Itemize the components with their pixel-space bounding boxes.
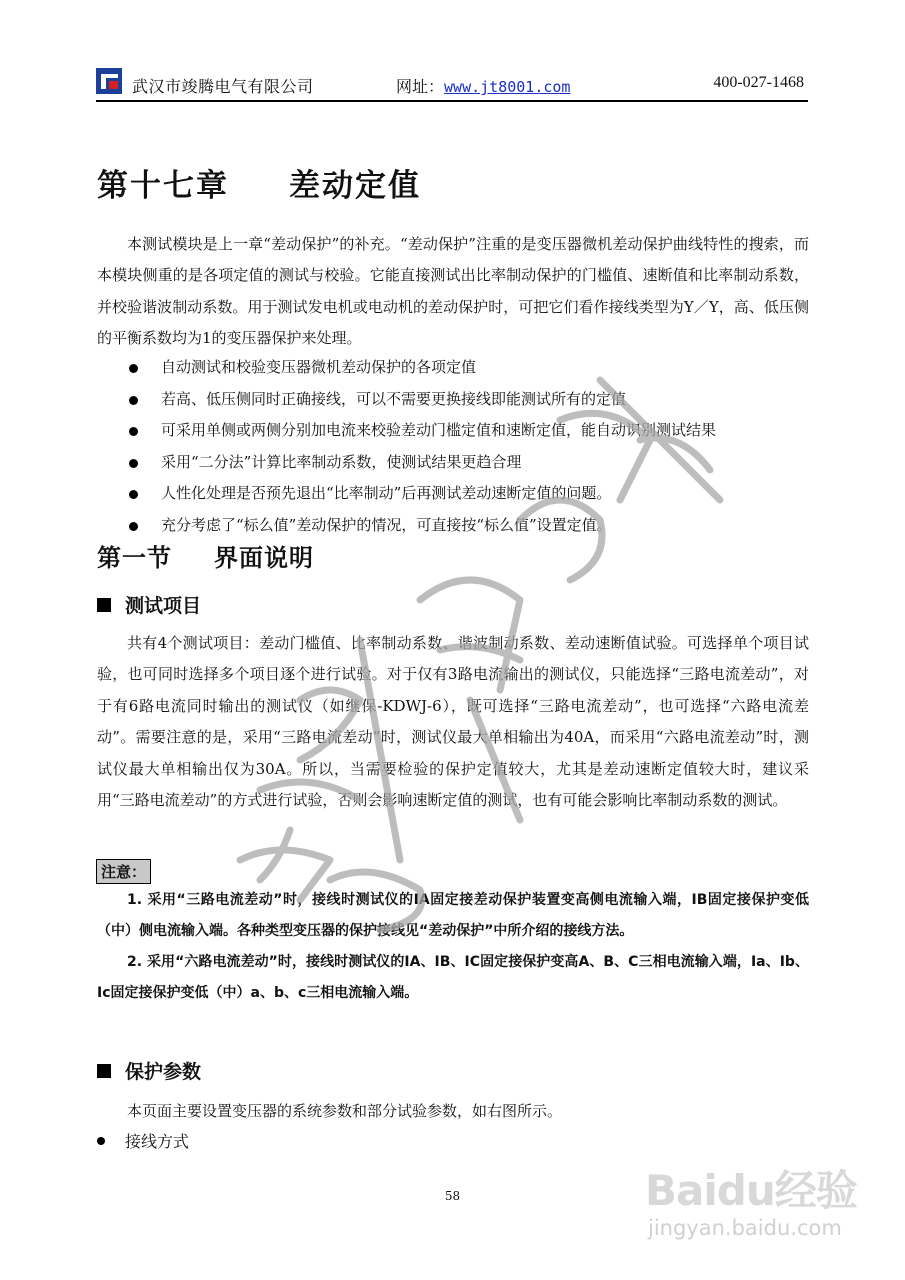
list-item: 可采用单侧或两侧分别加电流来校验差动门槛定值和速断定值，能自动识别测试结果	[97, 415, 809, 447]
protection-params-paragraph: 本页面主要设置变压器的系统参数和部分试验参数，如右图所示。	[127, 1102, 563, 1120]
list-item: 人性化处理是否预先退出“比率制动”后再测试差动速断定值的问题。	[97, 478, 809, 510]
note-label: 注意：	[96, 859, 151, 884]
list-item: 采用“二分法”计算比率制动系数，使测试结果更趋合理	[97, 447, 809, 479]
page-number: 58	[444, 1189, 461, 1203]
bullet-icon	[129, 459, 138, 468]
company-logo-icon	[96, 68, 122, 94]
wiring-mode-bullet: 接线方式	[97, 1129, 189, 1152]
chapter-title	[97, 160, 421, 205]
chapter-number: 第十七章	[97, 168, 229, 204]
website	[396, 74, 570, 97]
section-name: 界面说明	[214, 544, 314, 572]
chapter-name: 差动定值	[289, 168, 421, 204]
subheading-protection-params: 保护参数	[97, 1057, 201, 1084]
list-item: 若高、低压侧同时正确接线，可以不需要更换接线即能测试所有的定值	[97, 384, 809, 416]
bullet-icon	[97, 1137, 105, 1145]
bullet-icon	[129, 490, 138, 499]
section-number: 第一节	[97, 544, 172, 572]
intro-paragraph: 本测试模块是上一章“差动保护”的补充。“差动保护”注重的是变压器微机差动保护曲线特性的搜索，而本模块侧重的是各项定值的测试与校验。它能直接测试出比率制动保护的门槛值、速断值和比率制动系数，并校验谐波制动系数。用于测试发电机或电动机的差动保护时，可把它们看作接线类型为Y／Y，高、低压侧的平衡系数均为1的变压器保护来处理。	[97, 235, 809, 348]
bullet-icon	[129, 427, 138, 436]
bullet-icon	[129, 522, 138, 531]
bullet-icon	[129, 396, 138, 405]
section-title	[97, 538, 314, 573]
subheading-test-items: 测试项目	[97, 591, 201, 618]
baidu-url: jingyan.baidu.com	[648, 1216, 842, 1240]
company-name: 武汉市竣腾电气有限公司	[132, 77, 314, 96]
website-link[interactable]: www.jt8001.com	[444, 78, 571, 96]
black-square-icon	[97, 1064, 111, 1078]
page-header	[96, 64, 808, 102]
bullet-icon	[129, 364, 138, 373]
note-item: 1. 采用“三路电流差动”时，接线时测试仪的IA固定接差动保护装置变高侧电流输入端，IB固定接保护变低（中）侧电流输入端。各种类型变压器的保护接线见“差动保护”中所介绍的接线方法。	[97, 892, 809, 939]
baidu-logo: Baidu经验	[645, 1166, 857, 1215]
baidu-watermark	[645, 1150, 890, 1260]
phone-number: 400-027-1468	[713, 74, 804, 91]
list-item: 充分考虑了“标么值”差动保护的情况，可直接按“标么值”设置定值。	[97, 510, 809, 542]
black-square-icon	[97, 598, 111, 612]
list-item: 自动测试和校验变压器微机差动保护的各项定值	[97, 352, 809, 384]
website-label: 网址：	[396, 77, 445, 96]
test-items-paragraph: 共有4个测试项目：差动门槛值、比率制动系数、谐波制动系数、差动速断值试验。可选择单个项目试验，也可同时选择多个项目逐个进行试验。对于仅有3路电流输出的测试仪，只能选择“三路电流差动”，对于有6路电流同时输出的测试仪（如继保-KDWJ-6），既可选择“三路电流差动”，也可选择“六路电流差动”。需要注意的是，采用“三路电流差动”时，测试仪最大单相输出为40A，而采用“六路电流差动”时，测试仪最大单相输出仅为30A。所以，当需要检验的保护定值较大，尤其是差动速断定值较大时，建议采用“三路电流差动”的方式进行试验，否则会影响速断定值的测试，也有可能会影响比率制动系数的测试。	[97, 634, 809, 810]
note-item: 2. 采用“六路电流差动”时，接线时测试仪的IA、IB、IC固定接保护变高A、B、C三相电流输入端，Ia、Ib、Ic固定接保护变低（中）a、b、c三相电流输入端。	[97, 954, 809, 1001]
feature-list	[97, 352, 809, 542]
